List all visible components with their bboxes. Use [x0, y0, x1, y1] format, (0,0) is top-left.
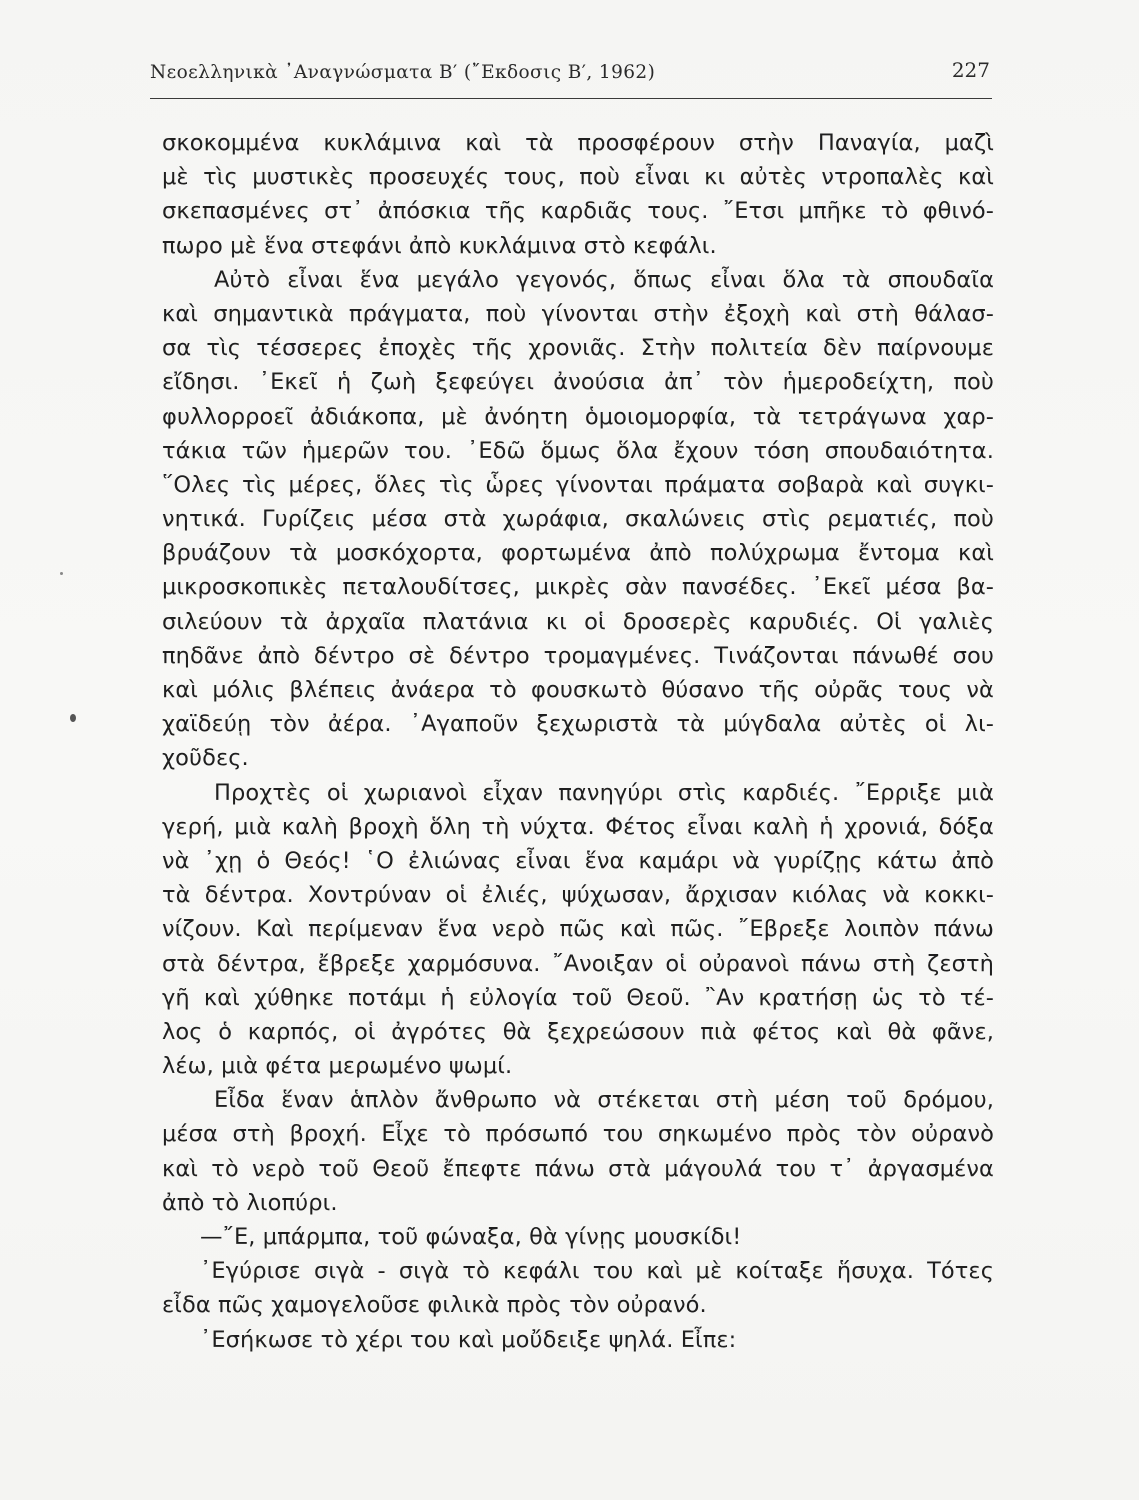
page-number: 227 [951, 58, 990, 82]
body-text [162, 126, 994, 1357]
scan-speck [60, 572, 63, 575]
text-line: εἴδησι. ᾿Εκεῖ ἡ ζωὴ ξεφεύγει ἀνούσια ἀπ᾿ τὸν ἡμεροδείχτη, ποὺ [162, 369, 994, 396]
text-line: νὰ ᾿χῃ ὁ Θεός! ῾Ο ἐλιώνας εἶναι ἕνα καμάρι νὰ γυρίζῃς κάτω ἀπὸ [162, 847, 994, 874]
text-line: καὶ τὸ νερὸ τοῦ Θεοῦ ἔπεφτε πάνω στὰ μάγουλά του τ᾿ ἀργασμένα [162, 1155, 994, 1182]
scan-speck [70, 714, 76, 722]
text-line: νίζουν. Καὶ περίμεναν ἕνα νερὸ πῶς καὶ πῶς. ῎Εβρεξε λοιπὸν πάνω [162, 916, 994, 943]
text-line: ᾿Εσήκωσε τὸ χέρι του καὶ μοὔδειξε ψηλά. Εἶπε: [200, 1326, 737, 1353]
running-header [150, 58, 992, 99]
text-line: τάκια τῶν ἡμερῶν του. ᾿Εδῶ ὅμως ὅλα ἔχουν τόση σπουδαιότητα. [162, 437, 994, 464]
text-line: τὰ δέντρα. Χοντρύναν οἱ ἐλιές, ψύχωσαν, ἄρχισαν κιόλας νὰ κοκκι- [162, 882, 994, 909]
text-line: φυλλορροεῖ ἀδιάκοπα, μὲ ἀνόητη ὁμοιομορφία, τὰ τετράγωνα χαρ- [162, 403, 994, 430]
text-line: πηδᾶνε ἀπὸ δέντρο σὲ δέντρο τρομαγμένες. Τινάζονται πάνωθέ σου [162, 642, 994, 669]
text-line: σιλεύουν τὰ ἀρχαῖα πλατάνια κι οἱ δροσερὲς καρυδιές. Οἱ γαλιὲς [162, 608, 994, 635]
text-line: λέω, μιὰ φέτα μερωμένο ψωμί. [162, 1053, 513, 1080]
text-line: Εἶδα ἕναν ἁπλὸν ἄνθρωπο νὰ στέκεται στὴ μέση τοῦ δρόμου, [214, 1087, 994, 1114]
text-line: γερή, μιὰ καλὴ βροχὴ ὅλη τὴ νύχτα. Φέτος εἶναι καλὴ ἡ χρονιά, δόξα [162, 813, 994, 840]
text-line: καὶ μόλις βλέπεις ἀνάερα τὸ φουσκωτὸ θύσανο τῆς οὐρᾶς τους νὰ [162, 677, 994, 703]
text-line: μέσα στὴ βροχή. Εἶχε τὸ πρόσωπό του σηκωμένο πρὸς τὸν οὐρανὸ [162, 1121, 994, 1148]
text-line: ἀπὸ τὸ λιοπύρι. [162, 1189, 338, 1216]
text-line: ᾿Εγύρισε σιγὰ - σιγὰ τὸ κεφάλι του καὶ μὲ κοίταξε ἥσυχα. Τότες [200, 1258, 994, 1285]
text-line: ῞Ολες τὶς μέρες, ὅλες τὶς ὧρες γίνονται πράματα σοβαρὰ καὶ συγκι- [162, 471, 994, 498]
text-line: καὶ σημαντικὰ πράγματα, ποὺ γίνονται στὴν ἐξοχὴ καὶ στὴ θάλασ- [162, 300, 994, 327]
text-line: μὲ τὶς μυστικὲς προσευχές τους, ποὺ εἶναι κι αὐτὲς ντροπαλὲς καὶ [162, 164, 994, 191]
text-line: νητικά. Γυρίζεις μέσα στὰ χωράφια, σκαλώνεις στὶς ρεματιές, ποὺ [162, 506, 994, 533]
text-line: πωρο μὲ ἕνα στεφάνι ἀπὸ κυκλάμινα στὸ κεφάλι. [162, 232, 717, 259]
text-line: βρυάζουν τὰ μοσκόχορτα, φορτωμένα ἀπὸ πολύχρωμα ἔντομα καὶ [162, 540, 994, 567]
text-line: Προχτὲς οἱ χωριανοὶ εἶχαν πανηγύρι στὶς καρδιές. ῎Ερριξε μιὰ [214, 779, 994, 806]
text-line: στὰ δέντρα, ἔβρεξε χαρμόσυνα. ῎Ανοιξαν οἱ οὐρανοὶ πάνω στὴ ζεστὴ [162, 950, 994, 977]
text-line: εἶδα πῶς χαμογελοῦσε φιλικὰ πρὸς τὸν οὐρανό. [162, 1292, 707, 1319]
text-line: γῆ καὶ χύθηκε ποτάμι ἡ εὐλογία τοῦ Θεοῦ. ῍Αν κρατήσῃ ὡς τὸ τέ- [162, 984, 994, 1011]
text-line: σκεπασμένες στ᾿ ἀπόσκια τῆς καρδιᾶς τους. ῎Ετσι μπῆκε τὸ φθινό- [162, 198, 994, 225]
text-line: λος ὁ καρπός, οἱ ἀγρότες θὰ ξεχρεώσουν πιὰ φέτος καὶ θὰ φᾶνε, [162, 1018, 994, 1045]
text-line: Αὐτὸ εἶναι ἕνα μεγάλο γεγονός, ὅπως εἶναι ὅλα τὰ σπουδαῖα [214, 266, 994, 293]
text-line: σκοκομμένα κυκλάμινα καὶ τὰ προσφέρουν στὴν Παναγία, μαζὶ [162, 130, 994, 156]
text-line: —῎Ε, μπάρμπα, τοῦ φώναξα, θὰ γίνῃς μουσκίδι! [200, 1224, 742, 1250]
header-source-title: Νεοελληνικὰ ᾿Αναγνώσματα Β′ (῎Εκδοσις Β′, 1962) [150, 62, 656, 83]
text-line: μικροσκοπικὲς πεταλουδίτσες, μικρὲς σὰν πανσέδες. ᾿Εκεῖ μέσα βα- [162, 574, 994, 601]
text-line: χοῦδες. [162, 745, 249, 772]
text-line: σα τὶς τέσσερες ἐποχὲς τῆς χρονιᾶς. Στὴν πολιτεία δὲν παίρνουμε [162, 335, 994, 362]
text-line: χαϊδεύῃ τὸν ἀέρα. ᾿Αγαποῦν ξεχωριστὰ τὰ μύγδαλα αὐτὲς οἱ λι- [162, 711, 994, 738]
